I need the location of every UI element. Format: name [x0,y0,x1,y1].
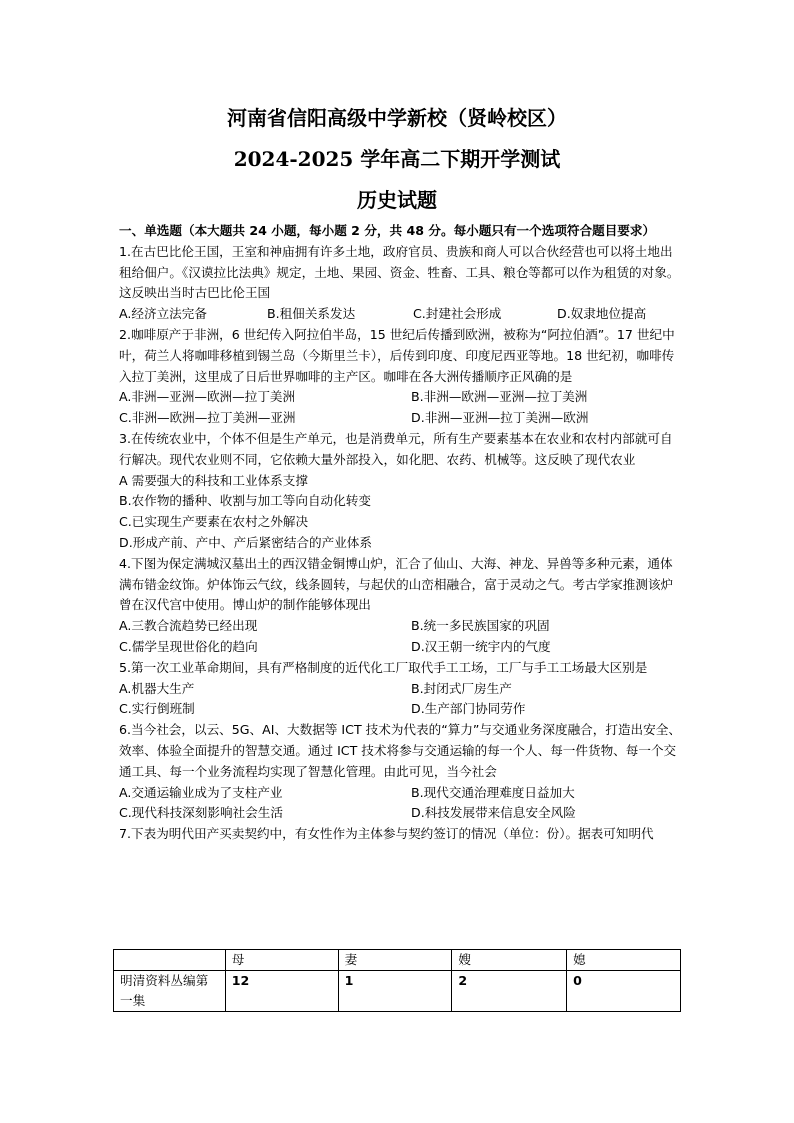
question-3-option-c: C.已实现生产要素在农村之外解决 [119,514,309,530]
table-row [114,971,681,1012]
question-5-options-row-1 [119,679,681,700]
question-3-option-a: A 需要强大的科技和工业体系支撑 [119,472,308,488]
question-2-options-row-2 [119,408,681,429]
question-1-options [119,304,681,325]
question-6-option-b: B.现代交通治理难度日益加大 [411,784,575,800]
question-4-options-row-1 [119,616,681,637]
table-cell: 0 [567,971,681,1012]
question-2-option-a: A.非洲—亚洲—欧洲—拉丁美洲 [119,389,296,405]
question-6-stem: 6.当今社会，以云、5G、AI、大数据等 ICT 技术为代表的“算力”与交通业务深度融合，打造出安全、效率、体验全面提升的智慧交通。通过 ICT 技术将参与交通运输的每一个人、每一件货物、每一个交通工具、每一个业务流程均实现了智慧化管理。由此可见，当今社会 [119,722,681,779]
question-1-option-c: C.封建社会形成 [413,306,502,322]
question-3-option-b: B.农作物的播种、收割与加工等向自动化转变 [119,493,371,509]
table-cell: 2 [452,971,567,1012]
question-6-option-c: C.现代科技深刻影响社会生活 [119,805,283,821]
question-2-option-d: D.非洲—亚洲—拉丁美洲—欧洲 [411,410,589,426]
question-5-option-c: C.实行倒班制 [119,701,195,717]
contract-table [113,949,681,1012]
subject-title: 历史试题 [357,188,437,212]
question-5-option-a: A.机器大生产 [119,680,195,696]
school-title: 河南省信阳高级中学新校（贤岭校区） [227,106,567,130]
question-4-option-d: D.汉王朝一统宇内的气度 [411,638,551,654]
question-2-option-b: B.非洲—欧洲—亚洲—拉丁美洲 [411,389,588,405]
question-7-stem: 7.下表为明代田产买卖契约中，有女性作为主体参与契约签订的情况（单位：份）。据表可知明代 [119,826,654,842]
question-6-options-row-1 [119,783,681,804]
question-5-option-d: D.生产部门协同劳作 [411,701,526,717]
question-1-option-b: B.租佃关系发达 [267,306,356,322]
question-5-options-row-2 [119,699,681,720]
question-1-option-a: A.经济立法完备 [119,306,207,322]
question-5-option-b: B.封闭式厂房生产 [411,680,512,696]
table-header-cell: 嫂 [452,950,567,971]
question-2-option-c: C.非洲—欧洲—拉丁美洲—亚洲 [119,410,296,426]
table-source-cell: 明清资料丛编第一集 [114,971,226,1012]
table-cell: 12 [225,971,338,1012]
question-3-stem: 3.在传统农业中，个体不但是生产单元，也是消费单元，所有生产要素基本在农业和农村内部就可自行解决。现代农业则不同，它依赖大量外部投入，如化肥、农药、机械等。这反映了现代农业 [119,430,673,467]
question-2-stem: 2.咖啡原产于非洲，6 世纪传入阿拉伯半岛，15 世纪后传播到欧洲，被称为“阿拉伯酒”。17 世纪中叶，荷兰人将咖啡移植到锡兰岛（今斯里兰卡），后传到印度、印度尼西亚等地。18 世纪初，咖啡传入拉丁美洲，这里成了日后世界咖啡的主产区。咖啡在各大洲传播顺序正风确的是 [119,326,675,384]
question-6-option-a: A.交通运输业成为了支柱产业 [119,784,283,800]
question-1-stem: 1.在古巴比伦王国，王室和神庙拥有许多土地，政府官员、贵族和商人可以合伙经营也可以将土地出租给佃户。《汉谟拉比法典》规定，土地、果园、资金、牲畜、工具、粮仓等都可以作为租赁的对象。这反映出当时古巴比伦王国 [119,243,680,301]
table-header-cell: 妻 [338,950,452,971]
question-6-options-row-2 [119,803,681,824]
question-3-option-d: D.形成产前、产中、产后紧密结合的产业体系 [119,534,372,550]
table-header-row [114,950,681,971]
question-4-option-a: A.三教合流趋势已经出现 [119,618,258,634]
question-6-option-d: D.科技发展带来信息安全风险 [411,805,576,821]
table-header-cell [114,950,226,971]
question-4-stem: 4.下图为保定满城汉墓出土的西汉错金铜博山炉，汇合了仙山、大海、神龙、异兽等多种元素，通体满布错金纹饰。炉体饰云气纹，线条圆转，与起伏的山峦相融合，富于灵动之气。考古学家推测该炉曾在汉代宫中使用。博山炉的制作能够体现出 [119,555,674,613]
table-header-cell: 媳 [567,950,681,971]
question-4-options-row-2 [119,637,681,658]
question-5-stem: 5.第一次工业革命期间，具有严格制度的近代化工厂取代手工工场，工厂与手工工场最大区别是 [119,659,648,675]
table-header-cell: 母 [225,950,338,971]
section-heading: 一、单选题（本大题共 24 小题，每小题 2 分，共 48 分。每小题只有一个选项符合题目要求） [119,223,656,238]
question-list [119,221,681,845]
question-1-option-d: D.奴隶地位提高 [557,306,647,322]
exam-title: 2024-2025 学年高二下期开学测试 [233,147,561,171]
table-cell: 1 [338,971,452,1012]
question-4-option-b: B.统一多民族国家的巩固 [411,618,550,634]
question-4-option-c: C.儒学呈现世俗化的趋向 [119,638,258,654]
question-2-options-row-1 [119,387,681,408]
